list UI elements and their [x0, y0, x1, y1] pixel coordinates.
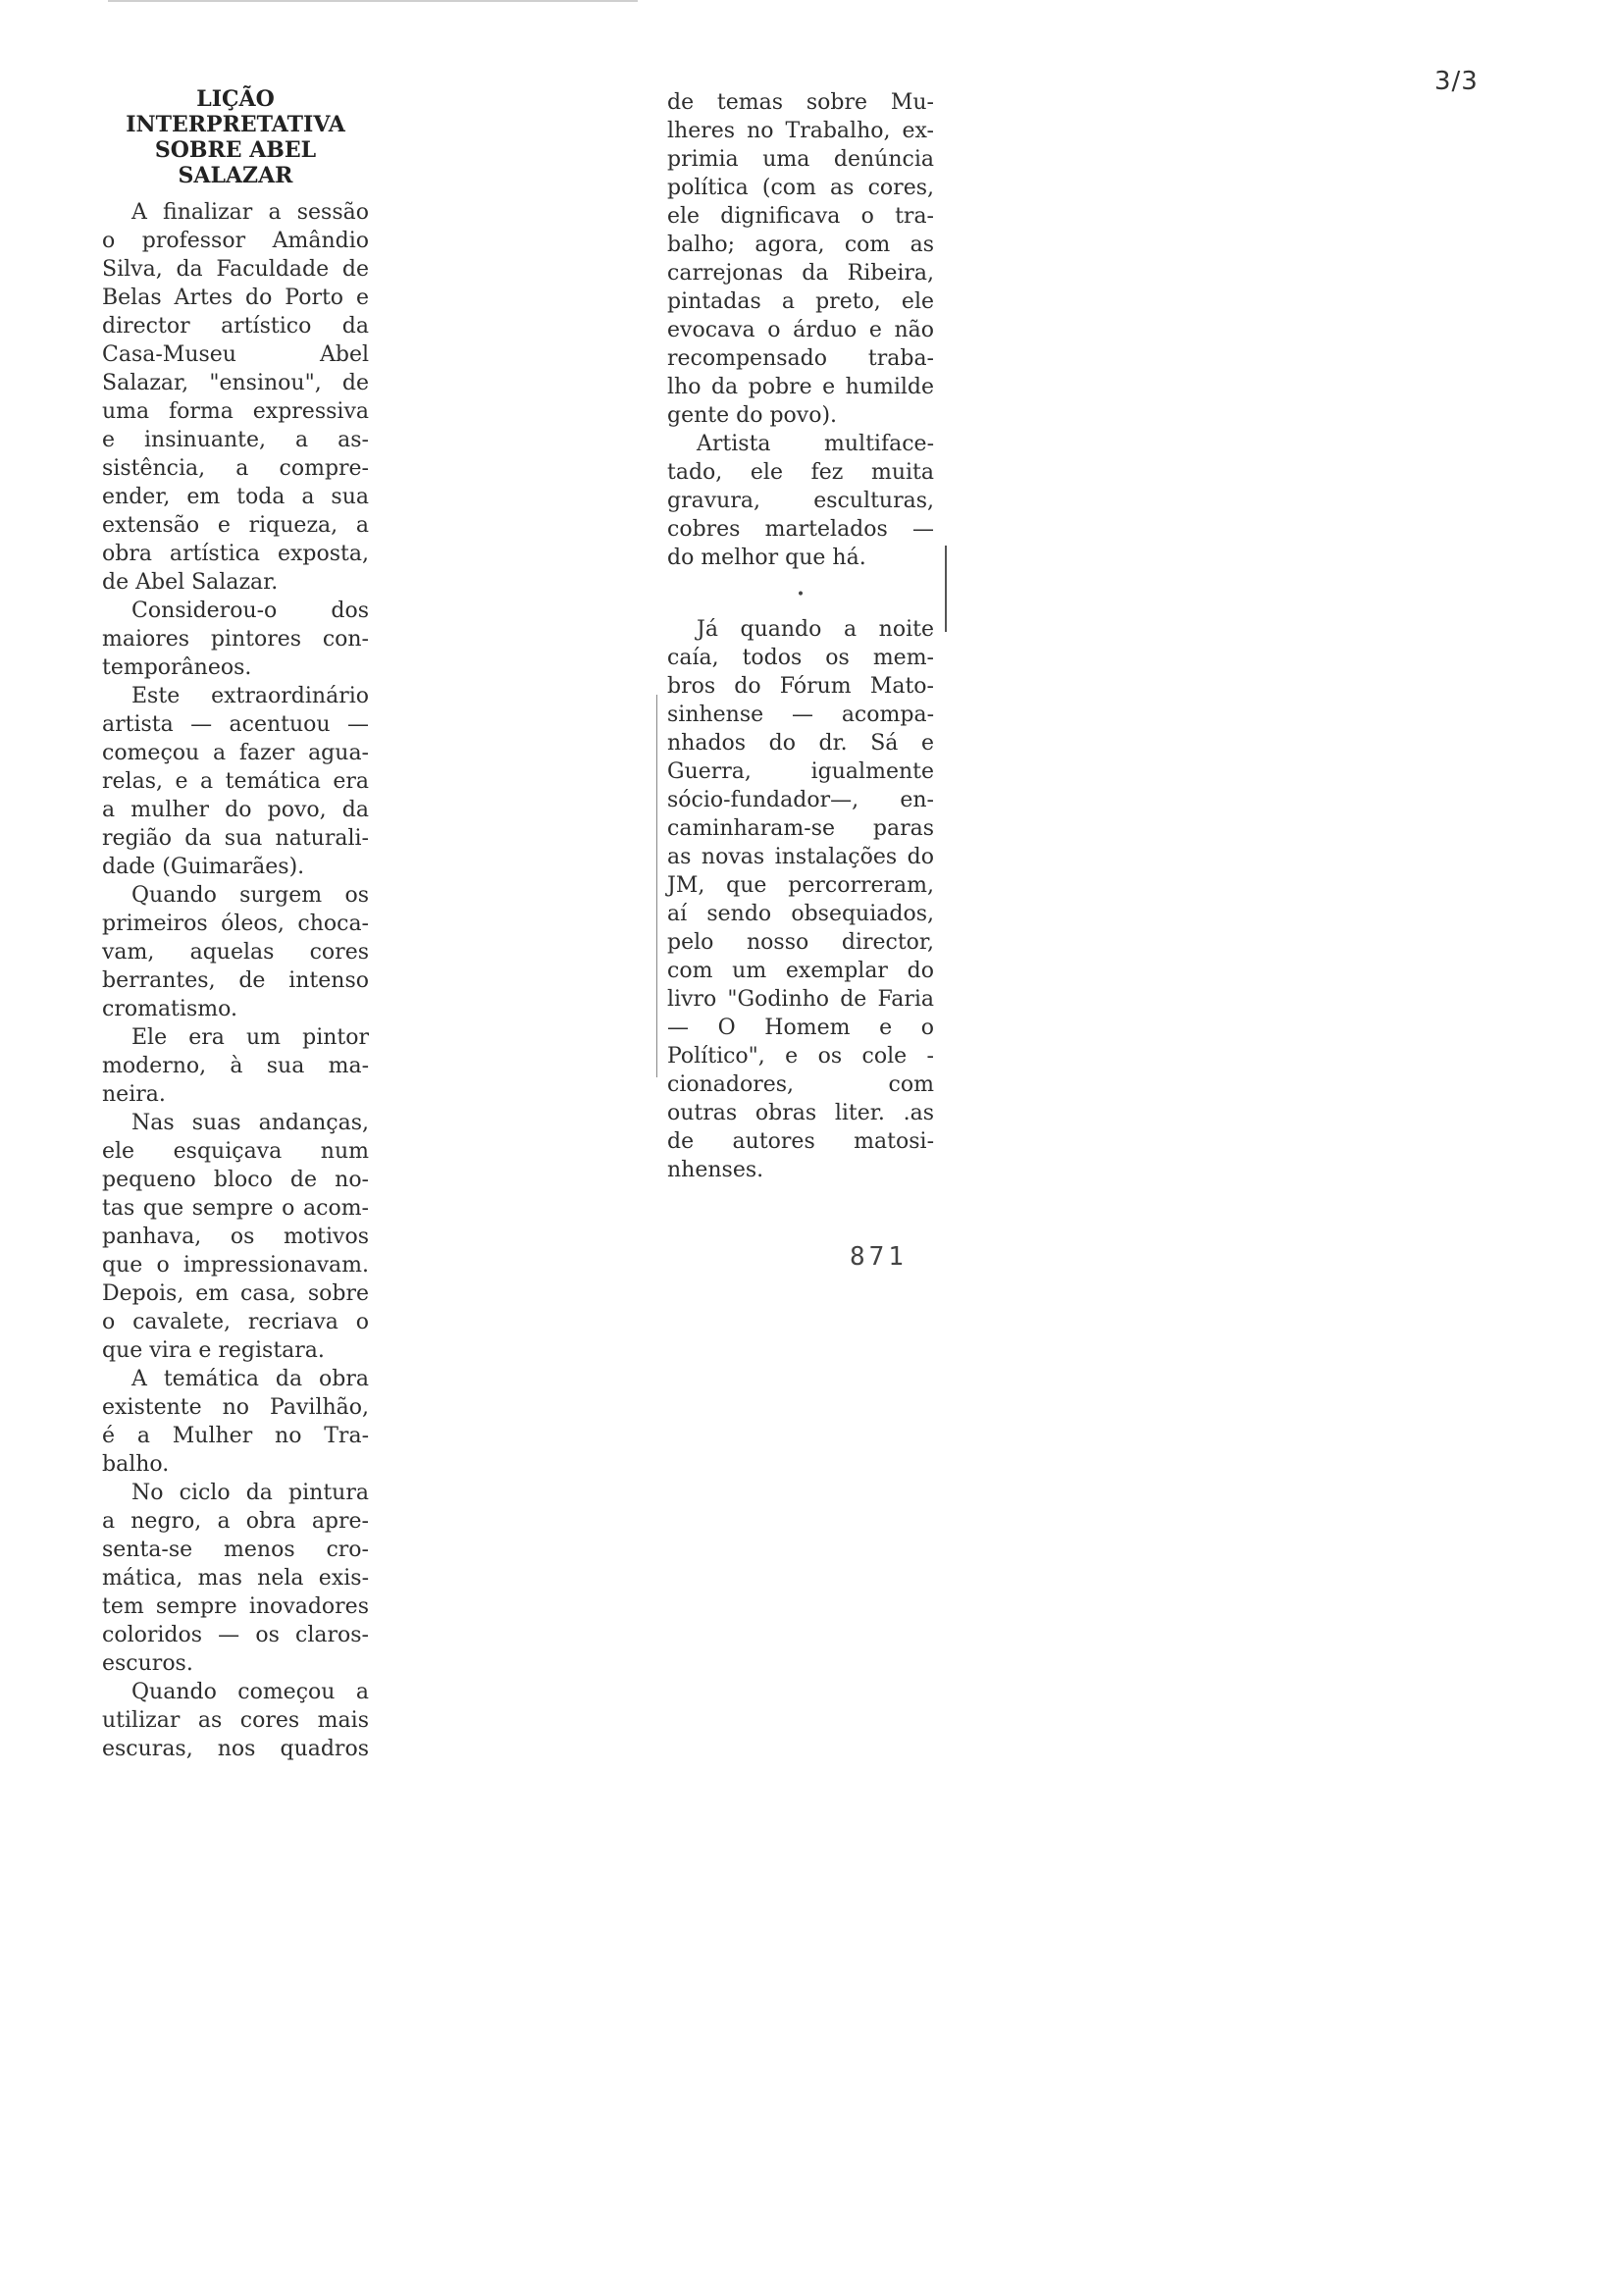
text-line: balho.	[102, 1452, 170, 1477]
text-line: senta-se menos cro-	[102, 1538, 369, 1562]
text-line: as novas instalações do	[667, 845, 934, 869]
text-line: que o impressionavam.	[102, 1253, 369, 1278]
text-line: No ciclo da pintura	[131, 1481, 369, 1505]
text-line: panhava, os motivos	[102, 1225, 369, 1249]
text-line: Já quando a noite	[697, 617, 934, 642]
text-line: outras obras liter. .as	[667, 1101, 934, 1125]
left-column-body	[102, 198, 369, 1763]
text-line: aí sendo obsequiados,	[667, 902, 934, 926]
text-line: balho; agora, com as	[667, 233, 934, 257]
text-line: livro "Godinho de Faria	[667, 987, 934, 1012]
text-line: escuros.	[102, 1651, 193, 1676]
text-line: de Abel Salazar.	[102, 570, 279, 595]
text-line: política (com as cores,	[667, 176, 934, 200]
text-line: vam, aquelas cores	[102, 940, 369, 965]
text-line: o cavalete, recriava o	[102, 1310, 369, 1334]
text-line: lheres no Trabalho, ex-	[667, 119, 934, 143]
text-line: ele dignificava o tra-	[667, 204, 934, 229]
headline	[102, 86, 369, 188]
left-column	[102, 86, 369, 1763]
section-separator: •	[796, 587, 806, 602]
text-line: de temas sobre Mu-	[667, 90, 934, 115]
text-line: relas, e a temática era	[102, 769, 369, 794]
text-line: berrantes, de intenso	[102, 968, 369, 993]
column-rule	[656, 695, 657, 1077]
headline-line: LIÇÃO	[196, 86, 275, 112]
text-line: neira.	[102, 1082, 166, 1107]
text-line: sócio-fundador—, en-	[667, 788, 934, 812]
text-line: cromatismo.	[102, 997, 237, 1021]
text-line: Quando começou a	[131, 1680, 369, 1704]
text-line: gravura, esculturas,	[667, 489, 934, 513]
text-line: recompensado traba-	[667, 346, 934, 371]
text-line: que vira e registara.	[102, 1338, 325, 1363]
right-column	[667, 88, 934, 1184]
text-line: de autores matosi-	[667, 1129, 934, 1154]
text-line: A temática da obra	[131, 1367, 369, 1391]
text-line: Salazar, "ensinou", de	[102, 371, 369, 395]
text-line: A finalizar a sessão	[131, 200, 369, 225]
text-line: Político", e os cole -	[667, 1044, 934, 1069]
text-line: pintadas a preto, ele	[667, 289, 934, 314]
text-line: utilizar as cores mais	[102, 1708, 369, 1733]
text-line: Guerra, igualmente	[667, 759, 934, 784]
text-line: o professor Amândio	[102, 229, 369, 253]
right-column-body-bottom	[667, 615, 934, 1184]
text-line: cionadores, com	[667, 1072, 934, 1097]
text-line: Depois, em casa, sobre	[102, 1281, 369, 1306]
text-line: pequeno bloco de no-	[102, 1168, 369, 1192]
text-line: coloridos — os claros-	[102, 1623, 369, 1647]
text-line: Nas suas andanças,	[131, 1111, 369, 1135]
text-line: caía, todos os mem-	[667, 646, 934, 670]
text-line: ele esquiçava num	[102, 1139, 369, 1164]
text-line: escuras, nos quadros	[102, 1737, 369, 1761]
headline-line: SOBRE ABEL	[154, 137, 317, 163]
text-line: e insinuante, a as-	[102, 428, 369, 452]
text-line: primeiros óleos, choca-	[102, 912, 369, 936]
text-line: com um exemplar do	[667, 959, 934, 983]
text-line: sistência, a compre-	[102, 456, 369, 481]
text-line: bros do Fórum Mato-	[667, 674, 934, 699]
text-line: artista — acentuou —	[102, 712, 369, 737]
text-line: dade (Guimarães).	[102, 855, 305, 879]
text-line: caminharam-se paras	[667, 816, 934, 841]
text-line: — O Homem e o	[667, 1016, 934, 1040]
text-line: lho da pobre e humilde	[667, 375, 934, 399]
text-line: moderno, à sua ma-	[102, 1054, 369, 1078]
text-line: região da sua naturali-	[102, 826, 369, 851]
text-line: cobres martelados —	[667, 517, 934, 542]
text-line: do melhor que há.	[667, 546, 866, 570]
text-line: Ele era um pintor	[131, 1025, 369, 1050]
text-line: extensão e riqueza, a	[102, 513, 369, 538]
text-line: Artista multiface-	[697, 432, 934, 456]
text-line: nhenses.	[667, 1158, 764, 1182]
text-line: temporâneos.	[102, 655, 252, 680]
text-line: começou a fazer agua-	[102, 741, 369, 765]
text-line: director artístico da	[102, 314, 369, 339]
text-line: obra artística exposta,	[102, 542, 369, 566]
text-line: a negro, a obra apre-	[102, 1509, 369, 1534]
text-line: pelo nosso director,	[667, 930, 934, 955]
text-line: carrejonas da Ribeira,	[667, 261, 934, 286]
column-rule	[945, 546, 947, 632]
text-line: tas que sempre o acom-	[102, 1196, 369, 1221]
headline-line: INTERPRETATIVA	[126, 112, 345, 137]
text-line: Quando surgem os	[131, 883, 369, 908]
text-line: a mulher do povo, da	[102, 798, 369, 822]
text-line: primia uma denúncia	[667, 147, 934, 172]
text-line: JM, que percorreram,	[667, 873, 934, 898]
text-line: tem sempre inovadores	[102, 1594, 369, 1619]
text-line: mática, mas nela exis-	[102, 1566, 369, 1591]
headline-line: SALAZAR	[178, 163, 293, 188]
text-line: Silva, da Faculdade de	[102, 257, 369, 282]
top-rule	[108, 0, 638, 2]
text-line: Casa-Museu Abel	[102, 342, 369, 367]
right-column-body-top	[667, 88, 934, 572]
text-line: Belas Artes do Porto e	[102, 286, 369, 310]
text-line: evocava o árduo e não	[667, 318, 934, 342]
text-line: maiores pintores con-	[102, 627, 369, 652]
text-line: uma forma expressiva	[102, 399, 369, 424]
page-number: 871	[850, 1242, 908, 1272]
text-line: existente no Pavilhão,	[102, 1395, 369, 1420]
text-line: gente do povo).	[667, 403, 838, 428]
text-line: é a Mulher no Tra-	[102, 1424, 369, 1448]
text-line: Este extraordinário	[131, 684, 369, 708]
text-line: nhados do dr. Sá e	[667, 731, 934, 756]
text-line: tado, ele fez muita	[667, 460, 934, 485]
page-marker: 3/3	[1434, 67, 1479, 96]
text-line: Considerou-o dos	[131, 599, 369, 623]
text-line: ender, em toda a sua	[102, 485, 369, 509]
text-line: sinhense — acompa-	[667, 703, 934, 727]
